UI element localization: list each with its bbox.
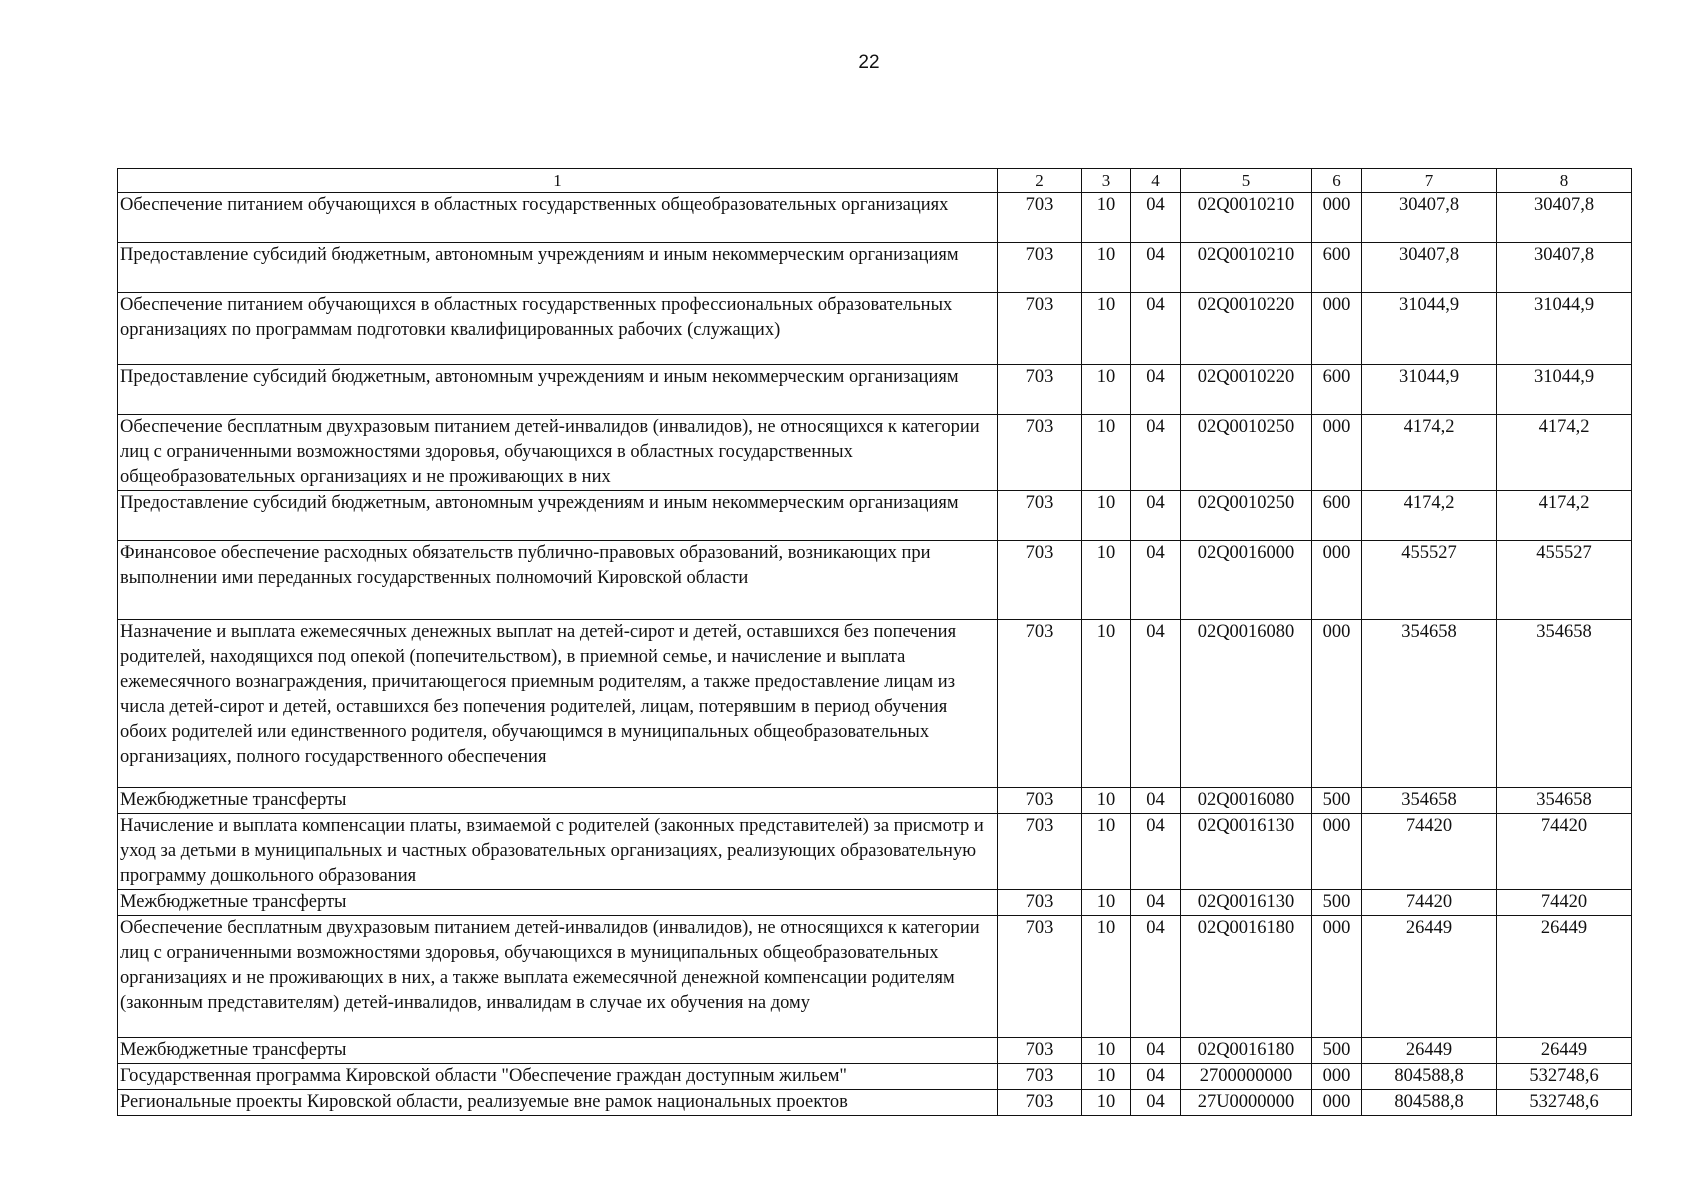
cell-col5: 02Q0010220 <box>1181 293 1312 365</box>
cell-col4: 04 <box>1131 365 1181 415</box>
header-cell: 4 <box>1131 169 1181 193</box>
row-description: Обеспечение бесплатным двухразовым питанием детей-инвалидов (инвалидов), не относящихся к категории лиц с ограниченными возможностями здоровья, обучающихся в областных государственных общеобразовательных организациях и не проживающих в них <box>118 415 998 491</box>
table-row <box>118 415 1632 491</box>
cell-col5: 02Q0010220 <box>1181 365 1312 415</box>
row-description: Межбюджетные трансферты <box>118 788 998 814</box>
cell-col5: 02Q0010250 <box>1181 491 1312 541</box>
cell-col4: 04 <box>1131 814 1181 890</box>
page-number: 22 <box>858 52 880 73</box>
cell-col4: 04 <box>1131 620 1181 788</box>
cell-col4: 04 <box>1131 415 1181 491</box>
table-row <box>118 916 1632 1038</box>
table-row <box>118 1038 1632 1064</box>
cell-col3: 10 <box>1082 788 1131 814</box>
header-cell: 5 <box>1181 169 1312 193</box>
table-row <box>118 243 1632 293</box>
cell-col2: 703 <box>998 491 1082 541</box>
row-description: Начисление и выплата компенсации платы, взимаемой с родителей (законных представителей) за присмотр и уход за детьми в муниципальных и частных образовательных организациях, реализующих образовательную программу дошкольного образования <box>118 814 998 890</box>
cell-col2: 703 <box>998 1090 1082 1116</box>
cell-col5: 02Q0016130 <box>1181 890 1312 916</box>
cell-col5: 2700000000 <box>1181 1064 1312 1090</box>
cell-col8: 455527 <box>1497 541 1632 620</box>
cell-col4: 04 <box>1131 1064 1181 1090</box>
table-row <box>118 1064 1632 1090</box>
cell-col4: 04 <box>1131 890 1181 916</box>
cell-col3: 10 <box>1082 620 1131 788</box>
cell-col4: 04 <box>1131 193 1181 243</box>
row-description: Межбюджетные трансферты <box>118 890 998 916</box>
cell-col8: 26449 <box>1497 916 1632 1038</box>
cell-col3: 10 <box>1082 193 1131 243</box>
cell-col4: 04 <box>1131 243 1181 293</box>
cell-col3: 10 <box>1082 541 1131 620</box>
cell-col7: 30407,8 <box>1362 193 1497 243</box>
cell-col4: 04 <box>1131 916 1181 1038</box>
cell-col7: 4174,2 <box>1362 491 1497 541</box>
cell-col6: 500 <box>1312 788 1362 814</box>
cell-col7: 804588,8 <box>1362 1064 1497 1090</box>
cell-col7: 455527 <box>1362 541 1497 620</box>
cell-col6: 000 <box>1312 293 1362 365</box>
cell-col7: 804588,8 <box>1362 1090 1497 1116</box>
cell-col2: 703 <box>998 1064 1082 1090</box>
cell-col7: 354658 <box>1362 788 1497 814</box>
cell-col3: 10 <box>1082 1064 1131 1090</box>
cell-col5: 02Q0016080 <box>1181 788 1312 814</box>
cell-col7: 74420 <box>1362 814 1497 890</box>
cell-col3: 10 <box>1082 243 1131 293</box>
cell-col2: 703 <box>998 916 1082 1038</box>
cell-col5: 02Q0016180 <box>1181 1038 1312 1064</box>
cell-col6: 000 <box>1312 193 1362 243</box>
cell-col6: 000 <box>1312 1064 1362 1090</box>
row-description: Финансовое обеспечение расходных обязательств публично-правовых образований, возникающих при выполнении ими переданных государственных полномочий Кировской области <box>118 541 998 620</box>
cell-col7: 30407,8 <box>1362 243 1497 293</box>
row-description: Обеспечение питанием обучающихся в областных государственных общеобразовательных организациях <box>118 193 998 243</box>
cell-col5: 27U0000000 <box>1181 1090 1312 1116</box>
row-description: Предоставление субсидий бюджетным, автономным учреждениям и иным некоммерческим организациям <box>118 365 998 415</box>
header-cell: 8 <box>1497 169 1632 193</box>
cell-col6: 000 <box>1312 620 1362 788</box>
table-row <box>118 541 1632 620</box>
table-header-row <box>118 169 1632 193</box>
cell-col6: 000 <box>1312 541 1362 620</box>
cell-col2: 703 <box>998 890 1082 916</box>
row-description: Региональные проекты Кировской области, реализуемые вне рамок национальных проектов <box>118 1090 998 1116</box>
cell-col5: 02Q0016080 <box>1181 620 1312 788</box>
cell-col8: 30407,8 <box>1497 243 1632 293</box>
cell-col7: 31044,9 <box>1362 365 1497 415</box>
cell-col3: 10 <box>1082 814 1131 890</box>
cell-col8: 532748,6 <box>1497 1090 1632 1116</box>
cell-col7: 74420 <box>1362 890 1497 916</box>
row-description: Межбюджетные трансферты <box>118 1038 998 1064</box>
row-description: Обеспечение бесплатным двухразовым питанием детей-инвалидов (инвалидов), не относящихся к категории лиц с ограниченными возможностями здоровья, обучающихся в муниципальных общеобразовательных организациях и не проживающих в них, а также выплата ежемесячной денежной компенсации родителям (законным представителям) детей-инвалидов, инвалидам в случае их обучения на дому <box>118 916 998 1038</box>
cell-col6: 000 <box>1312 814 1362 890</box>
cell-col5: 02Q0016180 <box>1181 916 1312 1038</box>
row-description: Предоставление субсидий бюджетным, автономным учреждениям и иным некоммерческим организациям <box>118 491 998 541</box>
cell-col3: 10 <box>1082 491 1131 541</box>
header-cell: 7 <box>1362 169 1497 193</box>
cell-col8: 354658 <box>1497 620 1632 788</box>
table-row <box>118 365 1632 415</box>
table-row <box>118 193 1632 243</box>
cell-col8: 4174,2 <box>1497 415 1632 491</box>
cell-col7: 26449 <box>1362 1038 1497 1064</box>
table-row <box>118 890 1632 916</box>
cell-col6: 500 <box>1312 1038 1362 1064</box>
cell-col3: 10 <box>1082 890 1131 916</box>
cell-col7: 354658 <box>1362 620 1497 788</box>
cell-col3: 10 <box>1082 415 1131 491</box>
cell-col2: 703 <box>998 1038 1082 1064</box>
cell-col2: 703 <box>998 541 1082 620</box>
cell-col6: 600 <box>1312 491 1362 541</box>
cell-col7: 4174,2 <box>1362 415 1497 491</box>
cell-col4: 04 <box>1131 491 1181 541</box>
cell-col5: 02Q0016130 <box>1181 814 1312 890</box>
cell-col2: 703 <box>998 243 1082 293</box>
header-cell: 2 <box>998 169 1082 193</box>
cell-col8: 74420 <box>1497 814 1632 890</box>
cell-col6: 500 <box>1312 890 1362 916</box>
cell-col6: 000 <box>1312 1090 1362 1116</box>
cell-col4: 04 <box>1131 788 1181 814</box>
cell-col3: 10 <box>1082 1038 1131 1064</box>
cell-col5: 02Q0010210 <box>1181 243 1312 293</box>
cell-col8: 26449 <box>1497 1038 1632 1064</box>
budget-table <box>117 168 1632 1116</box>
cell-col8: 31044,9 <box>1497 293 1632 365</box>
cell-col3: 10 <box>1082 1090 1131 1116</box>
cell-col3: 10 <box>1082 916 1131 1038</box>
cell-col4: 04 <box>1131 541 1181 620</box>
cell-col7: 26449 <box>1362 916 1497 1038</box>
cell-col5: 02Q0016000 <box>1181 541 1312 620</box>
table-row <box>118 1090 1632 1116</box>
cell-col8: 4174,2 <box>1497 491 1632 541</box>
cell-col3: 10 <box>1082 293 1131 365</box>
cell-col2: 703 <box>998 788 1082 814</box>
header-cell: 3 <box>1082 169 1131 193</box>
table-row <box>118 788 1632 814</box>
table-row <box>118 814 1632 890</box>
header-cell: 6 <box>1312 169 1362 193</box>
header-cell: 1 <box>118 169 998 193</box>
cell-col4: 04 <box>1131 293 1181 365</box>
cell-col6: 000 <box>1312 415 1362 491</box>
cell-col6: 000 <box>1312 916 1362 1038</box>
table-row <box>118 293 1632 365</box>
cell-col8: 354658 <box>1497 788 1632 814</box>
cell-col6: 600 <box>1312 365 1362 415</box>
row-description: Предоставление субсидий бюджетным, автономным учреждениям и иным некоммерческим организациям <box>118 243 998 293</box>
cell-col3: 10 <box>1082 365 1131 415</box>
cell-col2: 703 <box>998 193 1082 243</box>
row-description: Назначение и выплата ежемесячных денежных выплат на детей-сирот и детей, оставшихся без попечения родителей, находящихся под опекой (попечительством), в приемной семье, и начисление и выплата ежемесячного вознаграждения, причитающегося приемным родителям, а также предоставление лицам из числа детей-сирот и детей, оставшихся без попечения родителей, лицам, потерявшим в период обучения обоих родителей или единственного родителя, обучающимся в муниципальных общеобразовательных организациях, полного государственного обеспечения <box>118 620 998 788</box>
cell-col2: 703 <box>998 415 1082 491</box>
cell-col2: 703 <box>998 293 1082 365</box>
cell-col7: 31044,9 <box>1362 293 1497 365</box>
cell-col4: 04 <box>1131 1038 1181 1064</box>
table-row <box>118 491 1632 541</box>
cell-col6: 600 <box>1312 243 1362 293</box>
cell-col4: 04 <box>1131 1090 1181 1116</box>
cell-col5: 02Q0010250 <box>1181 415 1312 491</box>
cell-col8: 31044,9 <box>1497 365 1632 415</box>
row-description: Государственная программа Кировской области "Обеспечение граждан доступным жильем" <box>118 1064 998 1090</box>
table-row <box>118 620 1632 788</box>
cell-col8: 74420 <box>1497 890 1632 916</box>
cell-col5: 02Q0010210 <box>1181 193 1312 243</box>
cell-col2: 703 <box>998 365 1082 415</box>
cell-col2: 703 <box>998 814 1082 890</box>
cell-col8: 30407,8 <box>1497 193 1632 243</box>
cell-col8: 532748,6 <box>1497 1064 1632 1090</box>
row-description: Обеспечение питанием обучающихся в областных государственных профессиональных образовательных организациях по программам подготовки квалифицированных рабочих (служащих) <box>118 293 998 365</box>
cell-col2: 703 <box>998 620 1082 788</box>
